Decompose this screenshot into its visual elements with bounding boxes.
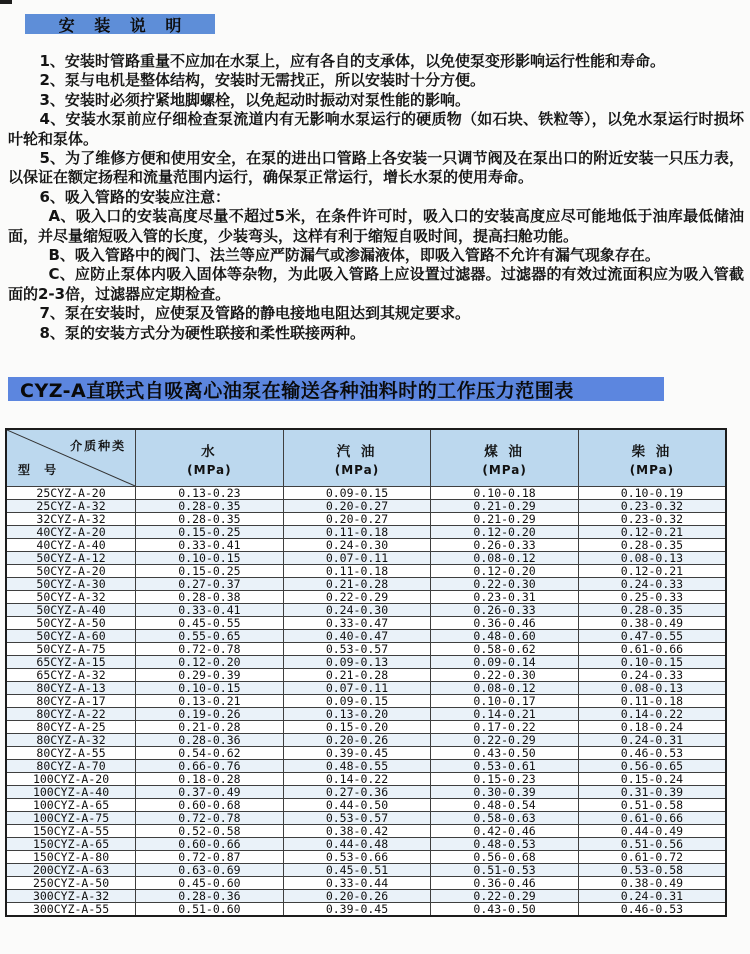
pressure-value-cell: 0.15-0.23 [431, 773, 579, 786]
pressure-value-cell: 0.13-0.21 [136, 695, 284, 708]
col-header-label: 柴 油 [631, 443, 673, 460]
pressure-value-cell: 0.24-0.30 [283, 539, 431, 552]
pressure-value-cell: 0.22-0.30 [431, 578, 579, 591]
pressure-value-cell: 0.21-0.29 [431, 513, 579, 526]
table-row [6, 721, 726, 734]
table-row [6, 500, 726, 513]
table-row [6, 565, 726, 578]
col-header-unit: (MPa) [482, 462, 527, 477]
table-header-row [6, 429, 726, 487]
model-cell: 100CYZ-A-20 [6, 773, 136, 786]
section-title: 安 装 说 明 [58, 15, 189, 35]
pressure-value-cell: 0.14-0.22 [283, 773, 431, 786]
instruction-paragraph: B、吸入管路中的阀门、法兰等应严防漏气或渗漏液体，即吸入管路不允许有漏气现象存在。 [48, 246, 660, 265]
pressure-value-cell: 0.38-0.49 [578, 877, 726, 890]
pressure-value-cell: 0.23-0.31 [431, 591, 579, 604]
pressure-value-cell: 0.24-0.30 [283, 604, 431, 617]
table-row [6, 578, 726, 591]
pressure-value-cell: 0.09-0.15 [283, 695, 431, 708]
col-header-water [136, 429, 284, 487]
model-cell: 100CYZ-A-75 [6, 812, 136, 825]
pressure-value-cell: 0.54-0.62 [136, 747, 284, 760]
pressure-value-cell: 0.36-0.46 [431, 617, 579, 630]
col-header-kerosene [431, 429, 579, 487]
model-cell: 25CYZ-A-32 [6, 500, 136, 513]
pressure-value-cell: 0.47-0.55 [578, 630, 726, 643]
instruction-paragraph: 2、泵与电机是整体结构，安装时无需找正，所以安装时十分方便。 [39, 71, 485, 90]
pressure-value-cell: 0.27-0.36 [283, 786, 431, 799]
pressure-value-cell: 0.17-0.22 [431, 721, 579, 734]
pressure-value-cell: 0.12-0.20 [431, 565, 579, 578]
col-header-unit: (MPa) [334, 462, 380, 477]
instruction-paragraph: 4、安装水泵前应仔细检查泵流道内有无影响水泵运行的硬质物（如石块、铁粒等），以免水泵运行时损坏叶轮和泵体。 [8, 110, 744, 148]
model-cell: 50CYZ-A-32 [6, 591, 136, 604]
pressure-value-cell: 0.31-0.39 [578, 786, 726, 799]
table-row [6, 630, 726, 643]
instruction-paragraph: C、应防止泵体内吸入固体等杂物，为此吸入管路上应设置过滤器。过滤器的有效过流面积应为吸入管截面的2-3倍，过滤器应定期检查。 [8, 265, 744, 303]
model-cell: 300CYZ-A-32 [6, 890, 136, 903]
pressure-value-cell: 0.08-0.13 [578, 682, 726, 695]
pressure-value-cell: 0.33-0.44 [283, 877, 431, 890]
pressure-value-cell: 0.58-0.63 [431, 812, 579, 825]
instruction-paragraph: 5、为了维修方便和使用安全，在泵的进出口管路上各安装一只调节阀及在泵出口的附近安装一只压力表，以保证在额定扬程和流量范围内运行，确保泵正常运行，增长水泵的使用寿命。 [8, 149, 744, 187]
model-cell: 50CYZ-A-40 [6, 604, 136, 617]
table-row [6, 526, 726, 539]
model-cell: 250CYZ-A-50 [6, 877, 136, 890]
model-cell: 32CYZ-A-32 [6, 513, 136, 526]
table-row [6, 812, 726, 825]
model-cell: 80CYZ-A-70 [6, 760, 136, 773]
pressure-value-cell: 0.26-0.33 [431, 539, 579, 552]
pressure-value-cell: 0.24-0.33 [578, 669, 726, 682]
pressure-value-cell: 0.33-0.41 [136, 604, 284, 617]
table-row [6, 825, 726, 838]
pressure-table [5, 428, 727, 917]
table-row [6, 708, 726, 721]
pressure-value-cell: 0.46-0.53 [578, 903, 726, 917]
pressure-value-cell: 0.20-0.26 [283, 734, 431, 747]
pressure-value-cell: 0.44-0.49 [578, 825, 726, 838]
instruction-paragraph: 7、泵在安装时，应使泵及管路的静电接地电阻达到其规定要求。 [39, 304, 470, 323]
pressure-value-cell: 0.48-0.53 [431, 838, 579, 851]
pressure-value-cell: 0.07-0.11 [283, 682, 431, 695]
pressure-value-cell: 0.12-0.20 [431, 526, 579, 539]
table-row [6, 513, 726, 526]
model-cell: 40CYZ-A-20 [6, 526, 136, 539]
pressure-value-cell: 0.12-0.21 [578, 565, 726, 578]
pressure-value-cell: 0.20-0.27 [283, 513, 431, 526]
pressure-value-cell: 0.29-0.39 [136, 669, 284, 682]
pressure-value-cell: 0.43-0.50 [431, 747, 579, 760]
pressure-value-cell: 0.28-0.36 [136, 890, 284, 903]
pressure-value-cell: 0.51-0.53 [431, 864, 579, 877]
pressure-value-cell: 0.53-0.57 [283, 812, 431, 825]
instructions-block [8, 52, 744, 343]
pressure-value-cell: 0.15-0.25 [136, 526, 284, 539]
table-row [6, 604, 726, 617]
pressure-value-cell: 0.14-0.21 [431, 708, 579, 721]
pressure-value-cell: 0.58-0.62 [431, 643, 579, 656]
pressure-value-cell: 0.53-0.61 [431, 760, 579, 773]
pressure-value-cell: 0.21-0.28 [283, 669, 431, 682]
pressure-value-cell: 0.10-0.15 [136, 682, 284, 695]
pressure-value-cell: 0.51-0.56 [578, 838, 726, 851]
pressure-value-cell: 0.61-0.72 [578, 851, 726, 864]
model-cell: 65CYZ-A-32 [6, 669, 136, 682]
pressure-value-cell: 0.72-0.87 [136, 851, 284, 864]
pressure-value-cell: 0.44-0.50 [283, 799, 431, 812]
table-row [6, 656, 726, 669]
instruction-paragraph: 6、吸入管路的安装应注意： [39, 187, 230, 206]
pressure-value-cell: 0.23-0.32 [578, 513, 726, 526]
pressure-value-cell: 0.14-0.22 [578, 708, 726, 721]
pressure-value-cell: 0.33-0.41 [136, 539, 284, 552]
pressure-value-cell: 0.39-0.45 [283, 903, 431, 917]
instruction-paragraph: A、吸入口的安装高度尽量不超过5米，在条件许可时，吸入口的安装高度应尽可能地低于油库最低储油面，并尽量缩短吸入管的长度，少装弯头，这样有利于缩短自吸时间，提高扫舱功能。 [8, 207, 744, 245]
table-row [6, 617, 726, 630]
pressure-value-cell: 0.24-0.31 [578, 734, 726, 747]
model-cell: 80CYZ-A-25 [6, 721, 136, 734]
pressure-value-cell: 0.28-0.36 [136, 734, 284, 747]
model-cell: 50CYZ-A-20 [6, 565, 136, 578]
pressure-value-cell: 0.43-0.50 [431, 903, 579, 917]
pressure-value-cell: 0.28-0.35 [578, 604, 726, 617]
pressure-value-cell: 0.38-0.42 [283, 825, 431, 838]
section-title-bar [25, 14, 215, 34]
table-title-banner [8, 377, 664, 401]
pressure-value-cell: 0.48-0.54 [431, 799, 579, 812]
table-row [6, 682, 726, 695]
table-row [6, 864, 726, 877]
col-header-diesel [578, 429, 726, 487]
pressure-value-cell: 0.10-0.17 [431, 695, 579, 708]
pressure-value-cell: 0.44-0.48 [283, 838, 431, 851]
pressure-value-cell: 0.22-0.29 [431, 890, 579, 903]
pressure-value-cell: 0.33-0.47 [283, 617, 431, 630]
model-cell: 80CYZ-A-55 [6, 747, 136, 760]
pressure-value-cell: 0.08-0.12 [431, 552, 579, 565]
table-row [6, 734, 726, 747]
pressure-value-cell: 0.12-0.20 [136, 656, 284, 669]
pressure-value-cell: 0.09-0.14 [431, 656, 579, 669]
table-title: CYZ-A直联式自吸离心油泵在输送各种油料时的工作压力范围表 [20, 379, 574, 402]
pressure-value-cell: 0.24-0.33 [578, 578, 726, 591]
pressure-value-cell: 0.10-0.15 [136, 552, 284, 565]
model-cell: 80CYZ-A-22 [6, 708, 136, 721]
table-row [6, 890, 726, 903]
pressure-value-cell: 0.46-0.53 [578, 747, 726, 760]
pressure-value-cell: 0.28-0.35 [136, 513, 284, 526]
pressure-value-cell: 0.15-0.25 [136, 565, 284, 578]
pressure-value-cell: 0.11-0.18 [283, 565, 431, 578]
model-cell: 150CYZ-A-55 [6, 825, 136, 838]
pressure-value-cell: 0.45-0.55 [136, 617, 284, 630]
pressure-value-cell: 0.72-0.78 [136, 643, 284, 656]
model-cell: 50CYZ-A-50 [6, 617, 136, 630]
corner-cell [6, 429, 136, 487]
pressure-value-cell: 0.24-0.31 [578, 890, 726, 903]
pressure-value-cell: 0.27-0.37 [136, 578, 284, 591]
pressure-value-cell: 0.38-0.49 [578, 617, 726, 630]
pressure-value-cell: 0.13-0.23 [136, 487, 284, 500]
corner-label-medium-type: 介质种类 [70, 439, 127, 453]
pressure-value-cell: 0.07-0.11 [283, 552, 431, 565]
pressure-value-cell: 0.72-0.78 [136, 812, 284, 825]
pressure-value-cell: 0.48-0.60 [431, 630, 579, 643]
table-row [6, 747, 726, 760]
pressure-value-cell: 0.09-0.15 [283, 487, 431, 500]
pressure-value-cell: 0.23-0.32 [578, 500, 726, 513]
pressure-value-cell: 0.21-0.28 [136, 721, 284, 734]
corner-label-model: 型 号 [18, 463, 62, 477]
pressure-value-cell: 0.08-0.12 [431, 682, 579, 695]
model-cell: 100CYZ-A-65 [6, 799, 136, 812]
pressure-value-cell: 0.20-0.27 [283, 500, 431, 513]
col-header-label: 水 [201, 443, 218, 460]
pressure-value-cell: 0.18-0.28 [136, 773, 284, 786]
instruction-paragraph: 8、泵的安装方式分为硬性联接和柔性联接两种。 [39, 323, 365, 342]
table-row [6, 799, 726, 812]
pressure-value-cell: 0.39-0.45 [283, 747, 431, 760]
pressure-value-cell: 0.61-0.66 [578, 812, 726, 825]
pressure-value-cell: 0.11-0.18 [283, 526, 431, 539]
col-header-label: 汽 油 [336, 443, 378, 460]
table-row [6, 773, 726, 786]
col-header-unit: (MPa) [629, 462, 675, 477]
pressure-value-cell: 0.55-0.65 [136, 630, 284, 643]
pressure-value-cell: 0.48-0.55 [283, 760, 431, 773]
pressure-value-cell: 0.61-0.66 [578, 643, 726, 656]
pressure-value-cell: 0.22-0.30 [431, 669, 579, 682]
model-cell: 50CYZ-A-12 [6, 552, 136, 565]
col-header-label: 煤 油 [484, 443, 525, 460]
table-row [6, 695, 726, 708]
model-cell: 25CYZ-A-20 [6, 487, 136, 500]
table-row [6, 643, 726, 656]
pressure-value-cell: 0.10-0.15 [578, 656, 726, 669]
model-cell: 50CYZ-A-60 [6, 630, 136, 643]
pressure-value-cell: 0.11-0.18 [578, 695, 726, 708]
pressure-value-cell: 0.36-0.46 [431, 877, 579, 890]
pressure-value-cell: 0.21-0.29 [431, 500, 579, 513]
pressure-value-cell: 0.56-0.65 [578, 760, 726, 773]
pressure-value-cell: 0.45-0.51 [283, 864, 431, 877]
table-row [6, 786, 726, 799]
table-row [6, 487, 726, 500]
model-cell: 50CYZ-A-30 [6, 578, 136, 591]
pressure-value-cell: 0.52-0.58 [136, 825, 284, 838]
pressure-value-cell: 0.10-0.19 [578, 487, 726, 500]
table-row [6, 669, 726, 682]
pressure-value-cell: 0.37-0.49 [136, 786, 284, 799]
pressure-value-cell: 0.08-0.13 [578, 552, 726, 565]
pressure-value-cell: 0.25-0.33 [578, 591, 726, 604]
pressure-value-cell: 0.26-0.33 [431, 604, 579, 617]
instruction-paragraph: 3、安装时必须拧紧地脚螺栓，以免起动时振动对泵性能的影响。 [39, 90, 470, 109]
pressure-value-cell: 0.28-0.38 [136, 591, 284, 604]
model-cell: 80CYZ-A-17 [6, 695, 136, 708]
pressure-value-cell: 0.66-0.76 [136, 760, 284, 773]
col-header-unit: (MPa) [187, 462, 232, 477]
pressure-value-cell: 0.56-0.68 [431, 851, 579, 864]
pressure-value-cell: 0.21-0.28 [283, 578, 431, 591]
table-row [6, 760, 726, 773]
model-cell: 200CYZ-A-63 [6, 864, 136, 877]
model-cell: 40CYZ-A-40 [6, 539, 136, 552]
table-row [6, 851, 726, 864]
pressure-value-cell: 0.15-0.24 [578, 773, 726, 786]
pressure-value-cell: 0.51-0.60 [136, 903, 284, 917]
pressure-value-cell: 0.60-0.66 [136, 838, 284, 851]
table-row [6, 903, 726, 917]
pressure-value-cell: 0.30-0.39 [431, 786, 579, 799]
pressure-value-cell: 0.60-0.68 [136, 799, 284, 812]
table-row [6, 539, 726, 552]
col-header-gasoline [283, 429, 431, 487]
pressure-value-cell: 0.19-0.26 [136, 708, 284, 721]
pressure-value-cell: 0.10-0.18 [431, 487, 579, 500]
pressure-value-cell: 0.45-0.60 [136, 877, 284, 890]
instruction-paragraph: 1、安装时管路重量不应加在水泵上，应有各自的支承体，以免使泵变形影响运行性能和寿命。 [39, 52, 665, 70]
table-row [6, 552, 726, 565]
model-cell: 80CYZ-A-13 [6, 682, 136, 695]
pressure-value-cell: 0.22-0.29 [431, 734, 579, 747]
table-row [6, 838, 726, 851]
pressure-value-cell: 0.53-0.57 [283, 643, 431, 656]
pressure-value-cell: 0.12-0.21 [578, 526, 726, 539]
model-cell: 80CYZ-A-32 [6, 734, 136, 747]
pressure-value-cell: 0.15-0.20 [283, 721, 431, 734]
model-cell: 50CYZ-A-75 [6, 643, 136, 656]
model-cell: 150CYZ-A-65 [6, 838, 136, 851]
pressure-value-cell: 0.28-0.35 [136, 500, 284, 513]
pressure-value-cell: 0.20-0.26 [283, 890, 431, 903]
pressure-value-cell: 0.53-0.66 [283, 851, 431, 864]
table-row [6, 591, 726, 604]
pressure-value-cell: 0.53-0.58 [578, 864, 726, 877]
pressure-value-cell: 0.63-0.69 [136, 864, 284, 877]
pressure-value-cell: 0.09-0.13 [283, 656, 431, 669]
model-cell: 300CYZ-A-55 [6, 903, 136, 917]
model-cell: 150CYZ-A-80 [6, 851, 136, 864]
pressure-value-cell: 0.18-0.24 [578, 721, 726, 734]
pressure-value-cell: 0.13-0.20 [283, 708, 431, 721]
scan-artifact [0, 0, 12, 4]
table-row [6, 877, 726, 890]
model-cell: 100CYZ-A-40 [6, 786, 136, 799]
pressure-value-cell: 0.51-0.58 [578, 799, 726, 812]
pressure-value-cell: 0.40-0.47 [283, 630, 431, 643]
pressure-value-cell: 0.42-0.46 [431, 825, 579, 838]
model-cell: 65CYZ-A-15 [6, 656, 136, 669]
pressure-value-cell: 0.22-0.29 [283, 591, 431, 604]
pressure-value-cell: 0.28-0.35 [578, 539, 726, 552]
